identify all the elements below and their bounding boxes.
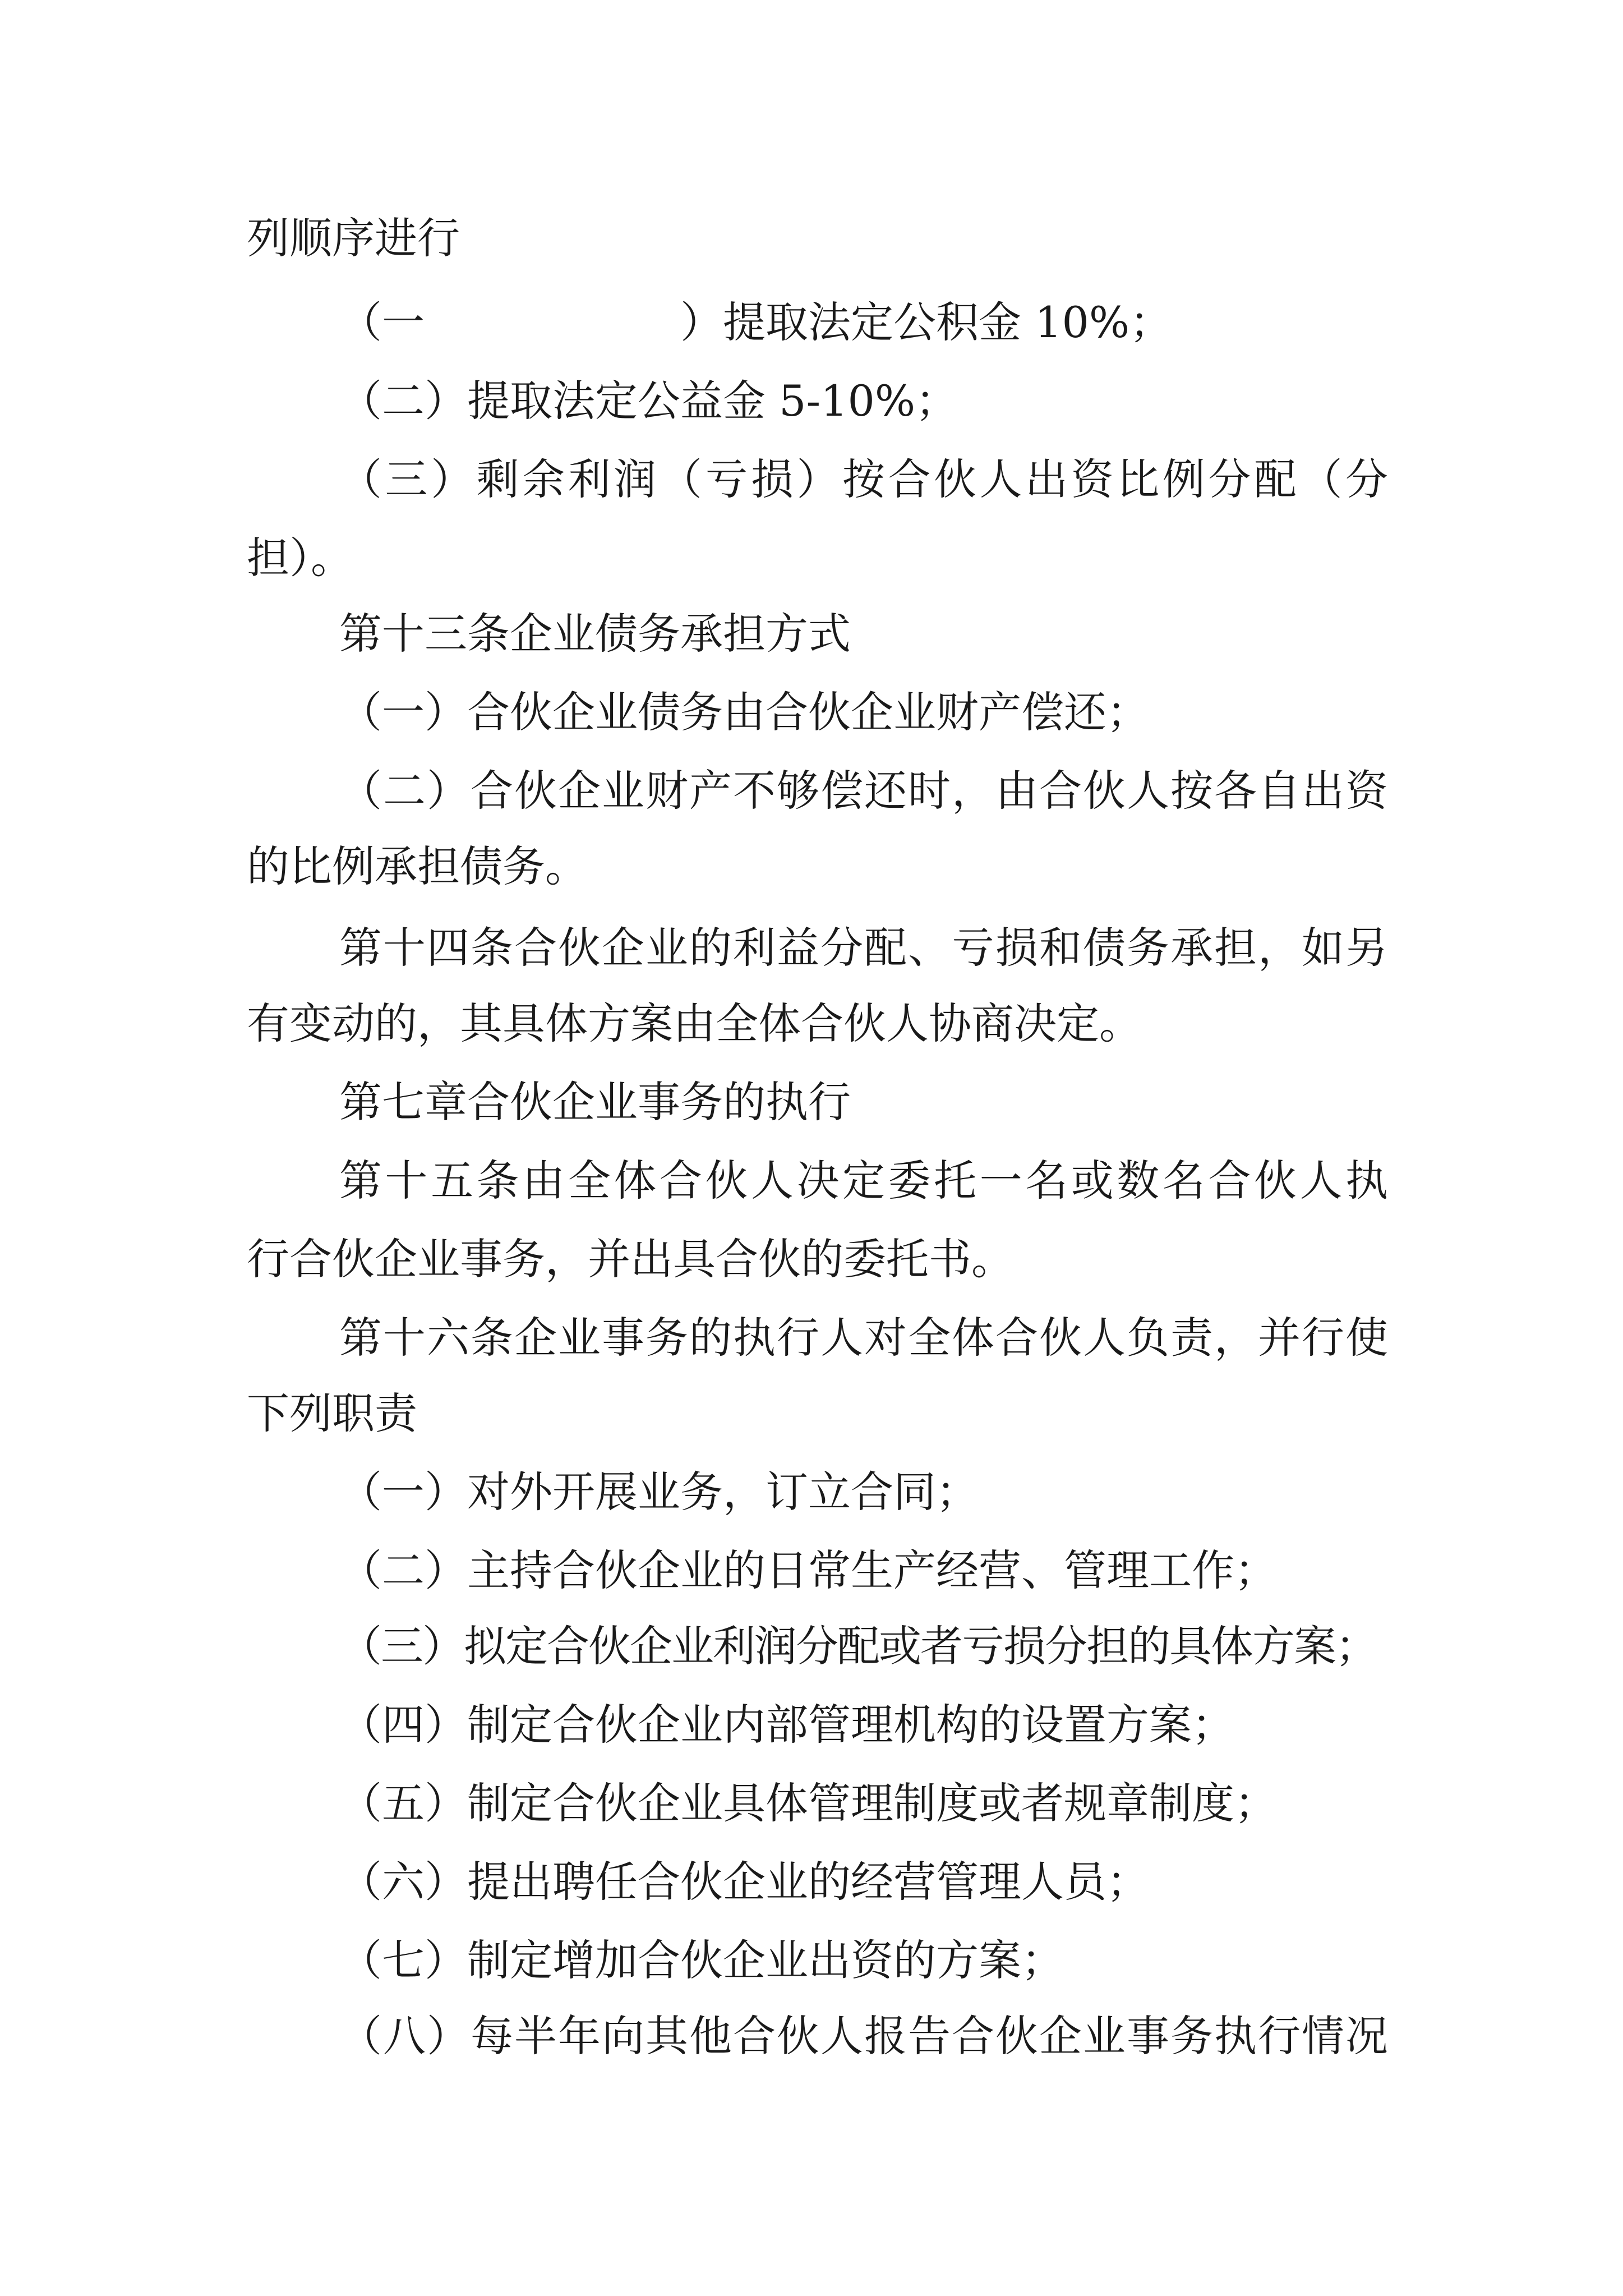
chapter-heading: 第七章合伙企业事务的执行 [339, 1077, 851, 1127]
text-line: 行合伙企业事务，并出具合伙的委托书。 [247, 1234, 1014, 1284]
text-line: 第十四条合伙企业的利益分配、亏损和债务承担，如另 [339, 923, 1388, 973]
list-item: （六）提出聘任合伙企业的经营管理人员； [339, 1857, 1149, 1907]
text-line: 担）。 [247, 533, 353, 583]
list-item: （一）对外开展业务，订立合同； [339, 1467, 979, 1517]
list-item: （五）制定合伙企业具体管理制度或者规章制度； [339, 1778, 1277, 1828]
text-line: （二）合伙企业财产不够偿还时，由合伙人按各自出资 [339, 766, 1388, 816]
text-line: 第十六条企业事务的执行人对全体合伙人负责，并行使 [339, 1313, 1388, 1363]
list-item: （七）制定增加合伙企业出资的方案； [339, 1935, 1064, 1985]
text-line: （一 ）提取法定公积金 10%； [339, 297, 1173, 347]
text-line: （二）提取法定公益金 5-10%； [339, 376, 958, 426]
text-line: （一）合伙企业债务由合伙企业财产偿还； [339, 687, 1149, 737]
section-heading: 第十三条企业债务承担方式 [339, 609, 851, 659]
text-line: 列顺序进行 [247, 213, 460, 263]
text-line: 有变动的，其具体方案由全体合伙人协商决定。 [247, 999, 1142, 1048]
text-line: 第十五条由全体合伙人决定委托一名或数名合伙人执 [339, 1156, 1388, 1205]
text-line: 下列职责 [247, 1388, 417, 1438]
text-line: （三）剩余利润（亏损）按合伙人出资比例分配（分 [339, 454, 1388, 504]
text-line: 的比例承担债务。 [247, 841, 588, 891]
list-item: （三）拟定合伙企业利润分配或者亏损分担的具体方案； [339, 1621, 1377, 1671]
list-item: （四）制定合伙企业内部管理机构的设置方案； [339, 1700, 1234, 1750]
list-item: （八）每半年向其他合伙人报告合伙企业事务执行情况 [339, 2011, 1388, 2061]
list-item: （二）主持合伙企业的日常生产经营、管理工作； [339, 1545, 1277, 1595]
